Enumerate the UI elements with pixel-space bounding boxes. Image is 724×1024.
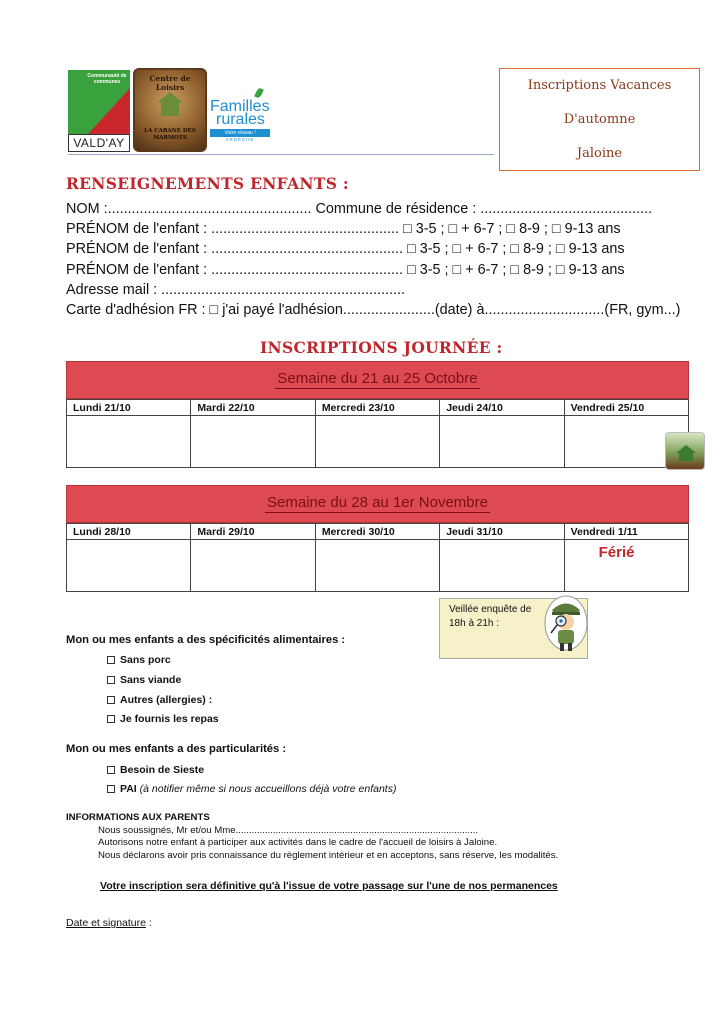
holiday-label: Férié bbox=[598, 544, 635, 561]
day-registration-title: INSCRIPTIONS JOURNÉE : bbox=[260, 338, 503, 357]
day-column bbox=[316, 523, 440, 592]
checkbox[interactable] bbox=[107, 696, 115, 704]
parents-info-line-3: Nous déclarons avoir pris connaissance du règlement intérieur et en acceptons, sans réserve, les modalités. bbox=[98, 849, 559, 861]
day-cell[interactable] bbox=[191, 540, 314, 592]
hut-icon bbox=[676, 445, 696, 461]
title-line-3: Jaloine bbox=[576, 146, 623, 161]
familles-logo-tagline: Votre réseau ! bbox=[210, 129, 270, 137]
option-label: Besoin de Sieste bbox=[120, 764, 205, 776]
parents-info-text bbox=[98, 825, 558, 862]
signature-field[interactable] bbox=[66, 917, 152, 929]
title-line-1: Inscriptions Vacances bbox=[527, 78, 672, 93]
cabane-logo-title: Centre de Loisirs bbox=[149, 74, 191, 92]
day-cell[interactable] bbox=[316, 416, 439, 468]
checkbox[interactable] bbox=[107, 785, 115, 793]
food-question: Mon ou mes enfants a des spécificités alimentaires : bbox=[66, 634, 346, 646]
day-header: Lundi 28/10 bbox=[67, 523, 190, 540]
cabane-mascot-image bbox=[665, 432, 705, 470]
food-option-no-meat[interactable] bbox=[107, 674, 181, 686]
detective-icon bbox=[543, 593, 589, 657]
final-notice: Votre inscription sera définitive qu'à l'issue de votre passage sur l'une de nos permanences bbox=[100, 880, 558, 892]
valday-logo-mark bbox=[68, 70, 130, 134]
children-info-title: RENSEIGNEMENTS ENFANTS : bbox=[66, 174, 349, 193]
cabane-des-marmots-logo bbox=[133, 68, 207, 152]
day-cell[interactable] bbox=[440, 540, 563, 592]
day-header: Vendredi 1/11 bbox=[565, 523, 688, 540]
header-divider bbox=[68, 154, 494, 155]
familles-logo-word2: rurales bbox=[216, 111, 265, 128]
checkbox[interactable] bbox=[107, 676, 115, 684]
day-header: Mercredi 30/10 bbox=[316, 523, 439, 540]
parents-info-line-1[interactable]: Nous soussignés, Mr et/ou Mme........................................................................................... bbox=[98, 825, 479, 836]
checkbox[interactable] bbox=[107, 715, 115, 723]
day-column bbox=[316, 399, 440, 468]
signature-label: Date et signature bbox=[66, 917, 146, 929]
day-cell bbox=[565, 540, 688, 592]
day-column bbox=[67, 399, 191, 468]
day-header: Jeudi 31/10 bbox=[440, 523, 563, 540]
particularities-question: Mon ou mes enfants a des particularités : bbox=[66, 743, 287, 755]
day-column bbox=[440, 523, 564, 592]
membership-card-line[interactable]: Carte d'adhésion FR : □ j'ai payé l'adhésion.......................(date) à..............................(FR, gym...) bbox=[66, 302, 681, 319]
pai-note: (à notifier même si nous accueillons déjà votre enfants) bbox=[139, 783, 397, 795]
particularity-nap[interactable] bbox=[107, 764, 204, 776]
day-header: Mardi 29/10 bbox=[191, 523, 314, 540]
valday-logo-name: VALD'AY bbox=[68, 134, 130, 152]
child-firstname-line-1[interactable]: PRÉNOM de l'enfant : ............................................... □ 3-5 ; □ + 6-7 ; □ 8-9 ; □ 9-13 ans bbox=[66, 221, 621, 238]
valday-logo bbox=[68, 70, 130, 152]
title-line-2: D'automne bbox=[563, 112, 636, 127]
day-column bbox=[191, 523, 315, 592]
name-line[interactable]: NOM :................................................... Commune de résidence : ........................................... bbox=[66, 201, 653, 217]
option-label: PAI bbox=[120, 783, 137, 795]
parents-info-title: INFORMATIONS AUX PARENTS bbox=[66, 812, 210, 823]
checkbox[interactable] bbox=[107, 766, 115, 774]
food-option-allergies[interactable] bbox=[107, 694, 212, 706]
day-cell[interactable] bbox=[440, 416, 563, 468]
cabane-logo-subtitle: LA CABANE DES MARMOTS bbox=[144, 128, 196, 141]
day-cell[interactable] bbox=[316, 540, 439, 592]
day-header: Lundi 21/10 bbox=[67, 399, 190, 416]
week-2-banner-label: Semaine du 28 au 1er Novembre bbox=[267, 494, 488, 511]
day-cell[interactable] bbox=[67, 416, 190, 468]
particularity-pai[interactable] bbox=[107, 783, 396, 795]
option-label: Autres (allergies) : bbox=[120, 694, 213, 706]
evening-event-line-2: 18h à 21h : bbox=[449, 618, 500, 629]
child-firstname-line-3[interactable]: PRÉNOM de l'enfant : ................................................ □ 3-5 ; □ + 6-7 ; □ 8-9 ; □ 9-13 ans bbox=[66, 261, 625, 278]
parents-info-line-2: Autorisons notre enfant à participer aux activités dans le cadre de l'accueil de loisirs à Jaloine. bbox=[98, 837, 498, 849]
day-cell[interactable] bbox=[191, 416, 314, 468]
day-header: Jeudi 24/10 bbox=[440, 399, 563, 416]
option-label: Je fournis les repas bbox=[120, 713, 219, 725]
day-column bbox=[67, 523, 191, 592]
cabane-house-icon bbox=[157, 92, 183, 116]
option-label: Sans porc bbox=[120, 654, 171, 666]
day-column bbox=[191, 399, 315, 468]
week-2-banner bbox=[66, 485, 689, 523]
evening-event-line-1: Veillée enquête de bbox=[449, 604, 532, 615]
day-column bbox=[565, 523, 689, 592]
child-firstname-line-2[interactable]: PRÉNOM de l'enfant : ................................................ □ 3-5 ; □ + 6-7 ; □ 8-9 ; □ 9-13 ans bbox=[66, 241, 625, 258]
week-1-table bbox=[66, 361, 689, 468]
day-header: Mardi 22/10 bbox=[191, 399, 314, 416]
food-option-own-meals[interactable] bbox=[107, 713, 219, 725]
familles-rurales-logo bbox=[210, 100, 276, 152]
day-header: Vendredi 25/10 bbox=[565, 399, 688, 416]
week-1-banner-label: Semaine du 21 au 25 Octobre bbox=[277, 370, 478, 387]
food-option-no-pork[interactable] bbox=[107, 654, 171, 666]
week-2-table bbox=[66, 485, 689, 592]
signature-colon: : bbox=[145, 917, 152, 929]
day-header: Mercredi 23/10 bbox=[316, 399, 439, 416]
children-info-form bbox=[66, 199, 706, 320]
checkbox[interactable] bbox=[107, 656, 115, 664]
option-label: Sans viande bbox=[120, 674, 182, 686]
email-line[interactable]: Adresse mail : ............................................................. bbox=[66, 281, 406, 298]
day-cell[interactable] bbox=[67, 540, 190, 592]
week-1-banner bbox=[66, 361, 689, 399]
registration-title-box bbox=[499, 68, 700, 171]
day-column bbox=[440, 399, 564, 468]
familles-logo-word1: Familles bbox=[210, 98, 270, 115]
valday-logo-caption: Communauté de communes bbox=[87, 73, 127, 85]
familles-logo-department: ARDÈCHE bbox=[225, 137, 255, 142]
